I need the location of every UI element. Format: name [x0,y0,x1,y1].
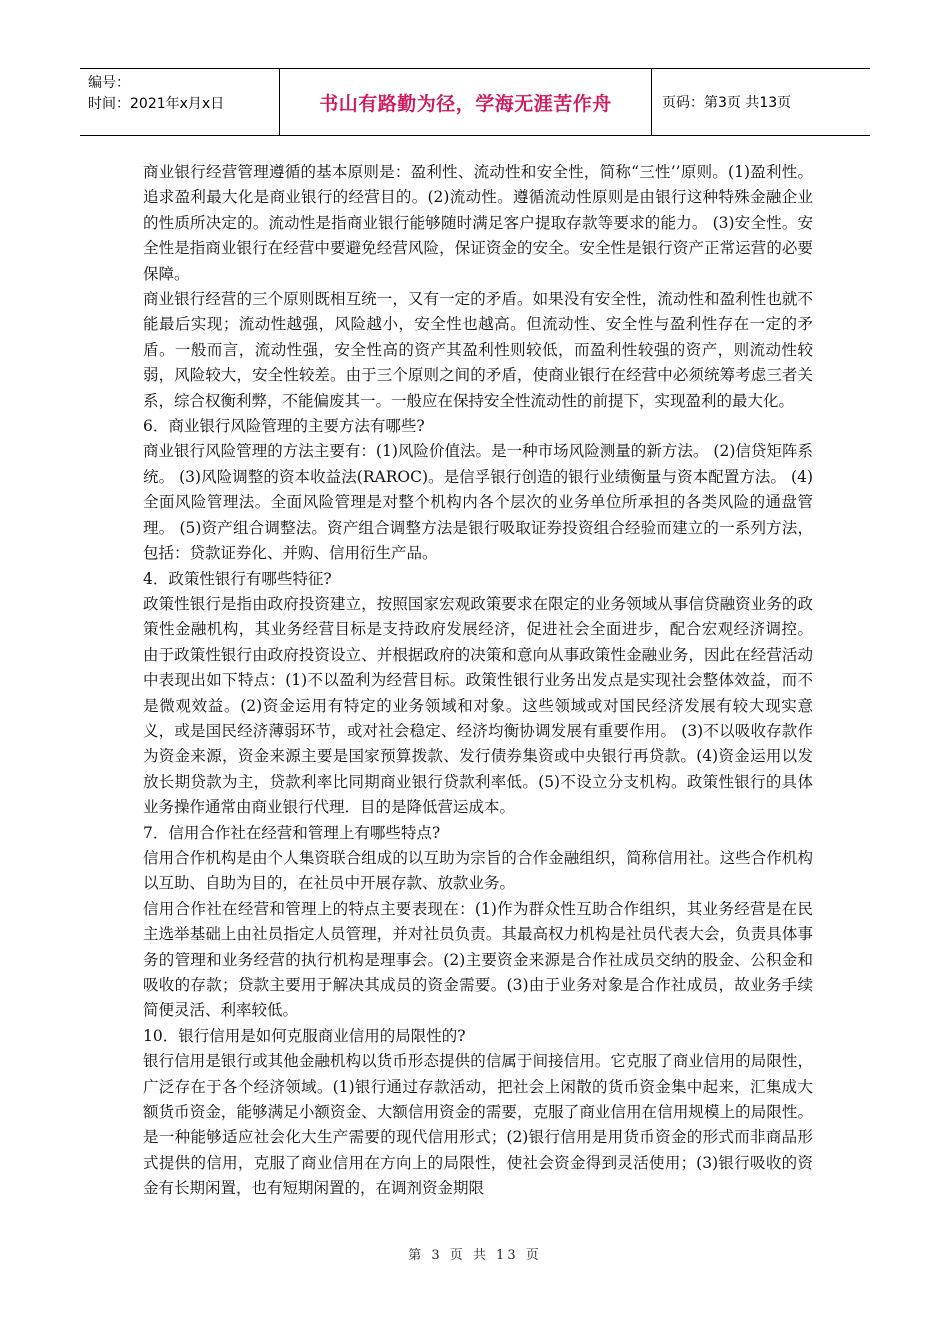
paragraph: 商业银行经营管理遵循的基本原则是：盈利性、流动性和安全性，简称“三性’’原则。(1)盈利性。追求盈利最大化是商业银行的经营目的。(2)流动性。遵循流动性原则是由银行这种特殊金融企业的性质所决定的。流动性是指商业银行能够随时满足客户提取存款等要求的能力。 (3)安全性。安全性是指商业银行在经营中要避免经营风险，保证资金的安全。安全性是银行资产正常运营的必要保障。 [143,163,813,283]
page-header [80,68,870,136]
question-heading: 10．银行信用是如何克服商业信用的局限性的? [143,1026,466,1045]
header-page-number: 页码：第3页 共13页 [662,95,792,111]
paragraph: 商业银行经营的三个原则既相互统一，又有一定的矛盾。如果没有安全性，流动性和盈利性也就不能最后实现；流动性越强，风险越小，安全性也越高。但流动性、安全性与盈利性存在一定的矛盾。一般而言，流动性强，安全性高的资产其盈利性则较低，而盈利性较强的资产，则流动性较弱，风险较大，安全性较差。由于三个原则之间的矛盾，使商业银行在经营中必须统筹考虑三者关系，综合权衡利弊，不能偏废其一。一般应在保持安全性流动性的前提下，实现盈利的最大化。 [143,290,813,410]
paragraph: 信用合作社在经营和管理上的特点主要表现在：(1)作为群众性互助合作组织，其业务经营是在民主选举基础上由社员指定人员管理，并对社员负责。其最高权力机构是社员代表大会，负责具体事务的管理和业务经营的执行机构是理事会。(2)主要资金来源是合作社成员交纳的股金、公积金和吸收的存款；贷款主要用于解决其成员的资金需要。(3)由于业务对象是合作社成员，故业务手续简便灵活、利率较低。 [143,899,813,1020]
paragraph: 政策性银行是指由政府投资建立，按照国家宏观政策要求在限定的业务领域从事信贷融资业务的政策性金融机构，其业务经营目标是支持政府发展经济，促进社会全面进步，配合宏观经济调控。 由于政策性银行由政府投资设立、并根据政府的决策和意向从事政策性金融业务，因此在经营活动中表现出如下特点：(1)不以盈利为经营目标。政策性银行业务出发点是实现社会整体效益，而不是微观效益。(2)资金运用有特定的业务领域和对象。这些领域或对国民经济发展有较大现实意义，或是国民经济薄弱环节，或对社会稳定、经济均衡协调发展有重要作用。 (3)不以吸收存款作为资金来源，资金来源主要是国家预算拨款、发行债券集资或中央银行再贷款。(4)资金运用以发放长期贷款为主，贷款利率比同期商业银行贷款利率低。(5)不设立分支机构。政策性银行的具体业务操作通常由商业银行代理．目的是降低营运成本。 [143,594,813,817]
paragraph: 银行信用是银行或其他金融机构以货币形态提供的信属于间接信用。它克服了商业信用的局限性，广泛存在于各个经济领域。(1)银行通过存款活动，把社会上闲散的货币资金集中起来，汇集成大额货币资金，能够满足小额资金、大额信用资金的需要，克服了商业信用在信用规模上的局限性。是一种能够适应社会化大生产需要的现代信用形式；(2)银行信用是用货币资金的形式而非商品形式提供的信用，克服了商业信用在方向上的局限性，使社会资金得到灵活使用；(3)银行吸收的资金有长期闲置，也有短期闲置的，在调剂资金期限 [143,1052,813,1198]
question-heading: 7．信用合作社在经营和管理上有哪些特点? [143,823,441,842]
header-motto: 书山有路勤为径，学海无涯苦作舟 [280,69,652,135]
document-date-label: 时间：2021年x月x日 [88,96,225,112]
page-footer: 第 3 页 共 13 页 [408,1248,542,1263]
question-heading: 6．商业银行风险管理的主要方法有哪些? [143,417,425,436]
header-meta [80,69,280,135]
document-body [143,160,813,1202]
question-heading: 4．政策性银行有哪些特征? [143,569,332,588]
document-number-label: 编号： [88,75,130,91]
paragraph: 信用合作机构是由个人集资联合组成的以互助为宗旨的合作金融组织，简称信用社。这些合作机构以互助、自助为目的，在社员中开展存款、放款业务。 [143,848,813,893]
paragraph: 商业银行风险管理的方法主要有：(1)风险价值法。是一种市场风险测量的新方法。 (2)信贷矩阵系统。 (3)风险调整的资本收益法(RAROC)。是信孚银行创造的银行业绩衡量与资本配置方法。 (4)全面风险管理法。全面风险管理是对整个机构内各个层次的业务单位所承担的各类风险的通盘管理。 (5)资产组合调整法。资产组合调整方法是银行吸取证券投资组合经验而建立的一系列方法，包括：贷款证券化、并购、信用衍生产品。 [143,442,813,563]
